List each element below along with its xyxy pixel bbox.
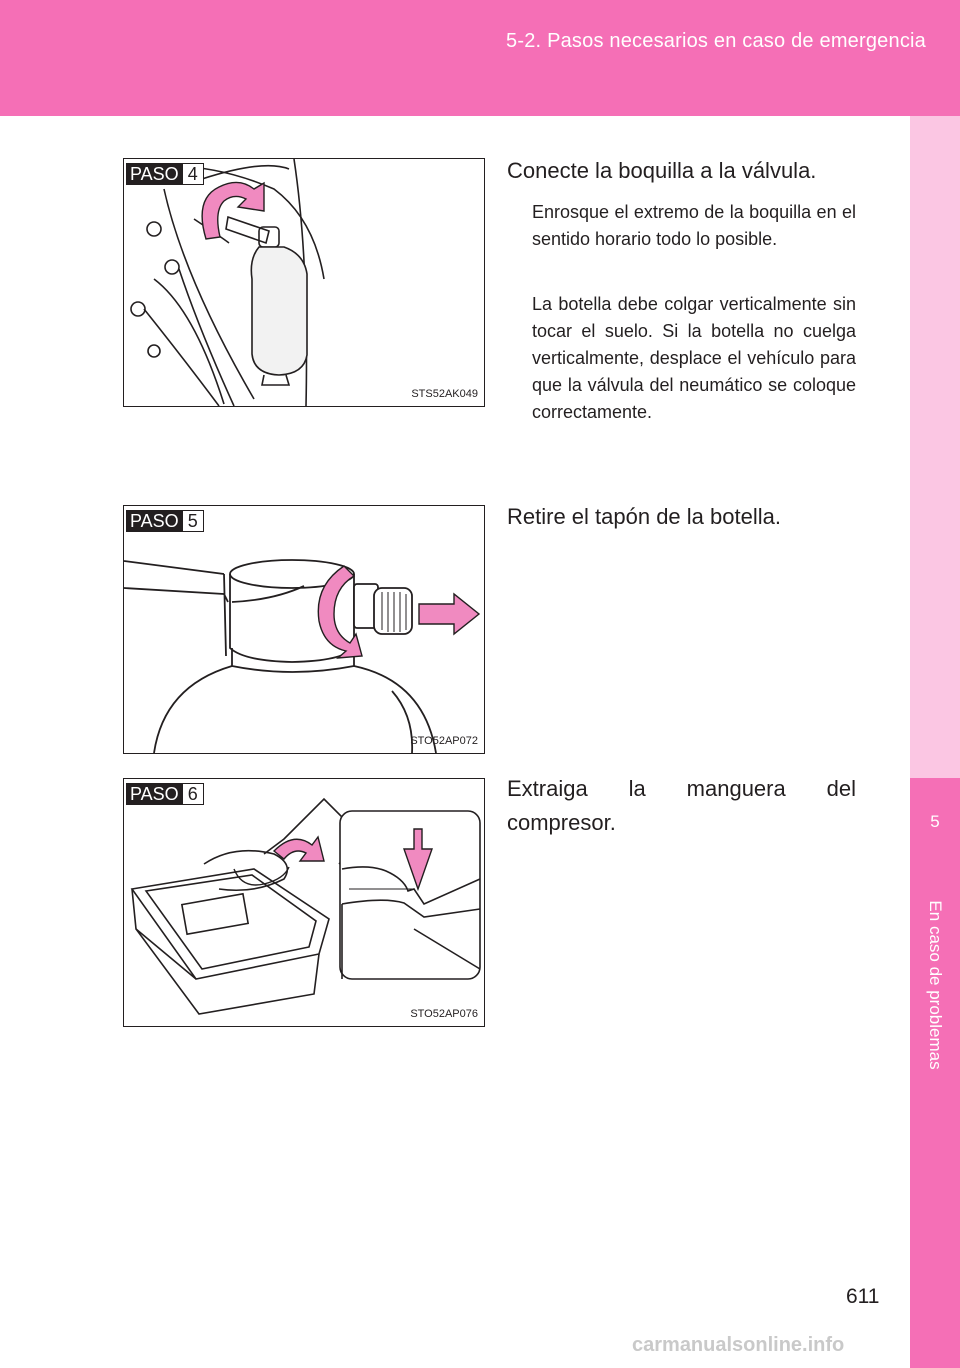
step-number: 4 xyxy=(182,163,204,185)
bottle-cap-illustration xyxy=(124,506,484,753)
figure-step-4 xyxy=(123,158,485,407)
step-6-title: Extraiga la manguera del compresor. xyxy=(507,776,856,835)
step-5-title: Retire el tapón de la botella. xyxy=(507,504,781,529)
chapter-tab[interactable] xyxy=(910,778,960,1368)
watermark: carmanualsonline.info xyxy=(632,1334,845,1356)
step-badge xyxy=(126,163,204,185)
step-number: 5 xyxy=(182,510,204,532)
section-title: 5-2. Pasos necesarios en caso de emergencia xyxy=(506,30,926,52)
bottle-valve-illustration xyxy=(124,159,484,406)
figure-step-5 xyxy=(123,505,485,754)
step-word: PASO xyxy=(126,783,182,805)
step-number: 6 xyxy=(182,783,204,805)
figure-code: STO52AP072 xyxy=(410,735,478,747)
step-badge xyxy=(126,783,204,805)
compressor-hose-illustration xyxy=(124,779,484,1026)
figure-code: STS52AK049 xyxy=(411,388,478,400)
header-band xyxy=(0,0,960,116)
figure-code: STO52AP076 xyxy=(410,1008,478,1020)
chapter-label: En caso de problemas xyxy=(926,900,945,1070)
figure-step-6 xyxy=(123,778,485,1027)
step-6-title-line-2 xyxy=(507,806,856,840)
chapter-number: 5 xyxy=(930,812,940,831)
step-badge xyxy=(126,510,204,532)
step-word: PASO xyxy=(126,163,182,185)
step-4-paragraph-1: Enrosque el extremo de la boquilla en el sentido horario todo lo posible. xyxy=(532,202,856,249)
page-number: 611 xyxy=(846,1285,880,1308)
step-4-title: Conecte la boquilla a la válvula. xyxy=(507,158,817,183)
step-word: PASO xyxy=(126,510,182,532)
step-4-paragraph-2: La botella debe colgar verticalmente sin tocar el suelo. Si la botella no cuelga verticalmente, desplace el vehículo para que la válvula del neumático se coloque correctamente. xyxy=(532,294,856,422)
